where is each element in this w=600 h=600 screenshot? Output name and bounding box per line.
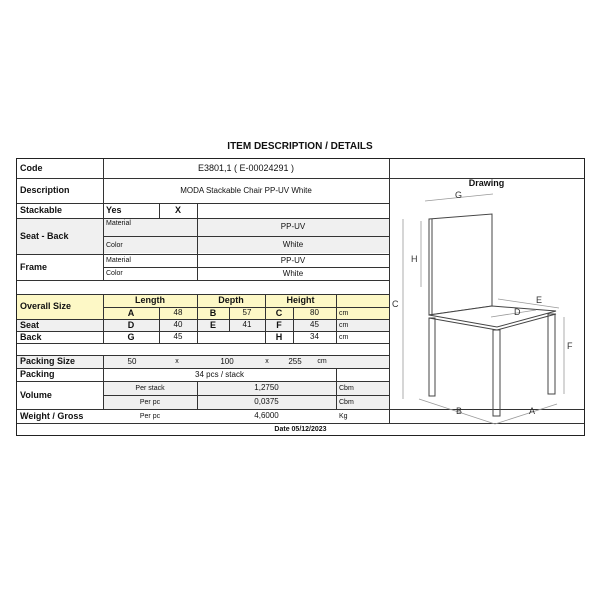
packing-size-x2: x xyxy=(265,358,269,365)
details-table xyxy=(16,158,585,436)
label-c: C xyxy=(392,299,399,309)
label-h: H xyxy=(411,254,418,264)
size-key-a: A xyxy=(127,307,135,318)
code-label: Code xyxy=(20,163,43,173)
volume-per-stack-unit: Cbm xyxy=(339,384,354,392)
label-g: G xyxy=(455,190,463,200)
date: Date 05/12/2023 xyxy=(274,425,327,433)
size-unit-1: cm xyxy=(339,321,349,329)
label-e: E xyxy=(536,295,543,305)
packing-label: Packing xyxy=(20,369,55,379)
code-value: E3801,1 ( E-00024291 ) xyxy=(197,163,295,173)
size-key-g: G xyxy=(127,331,135,342)
size-val-b: 57 xyxy=(242,308,252,317)
size-val-g: 45 xyxy=(173,332,183,341)
size-key-c: C xyxy=(275,307,283,318)
packing-size-d: 100 xyxy=(220,356,234,366)
seat-back-label: Seat - Back xyxy=(20,230,69,241)
seat-back-material: PP-UV xyxy=(280,222,306,231)
size-key-d: D xyxy=(127,319,135,330)
frame-material: PP-UV xyxy=(280,255,306,265)
size-unit-2: cm xyxy=(339,333,349,341)
packing-size-h: 255 xyxy=(288,356,302,366)
packing-size-unit: cm xyxy=(317,358,327,365)
drawing-title: Drawing xyxy=(468,177,505,188)
description-value: MODA Stackable Chair PP-UV White xyxy=(180,185,312,195)
size-val-a: 48 xyxy=(173,308,183,317)
label-f: F xyxy=(567,341,573,351)
stackable-mark: X xyxy=(174,205,181,215)
weight-unit: Kg xyxy=(339,412,348,420)
frame-color-label: Color xyxy=(106,270,123,277)
stackable-label: Stackable xyxy=(20,205,63,215)
frame-color: White xyxy=(282,268,304,278)
size-key-e: E xyxy=(209,319,216,330)
volume-per-stack: 1,2750 xyxy=(254,383,279,392)
size-key-b: B xyxy=(209,307,217,318)
packing-value: 34 pcs / stack xyxy=(195,369,244,379)
seat-back-color-label: Color xyxy=(106,241,123,249)
stackable-value: Yes xyxy=(106,205,122,215)
size-val-d: 40 xyxy=(173,320,183,329)
seat-back-material-label: Material xyxy=(106,220,131,227)
depth-header: Depth xyxy=(218,295,244,305)
frame-material-label: Material xyxy=(106,257,131,264)
seat-back-color: White xyxy=(282,240,304,249)
size-key-h: H xyxy=(275,331,283,342)
volume-per-pc-label: Per pc xyxy=(139,398,161,406)
seat-label: Seat xyxy=(20,319,40,330)
volume-per-pc-unit: Cbm xyxy=(339,398,354,406)
size-unit-0: cm xyxy=(339,309,349,317)
volume-label: Volume xyxy=(20,389,52,400)
size-val-f: 45 xyxy=(310,320,319,329)
overall-size-label: Overall Size xyxy=(20,301,72,311)
size-key-f: F xyxy=(276,319,282,330)
weight-label: Weight / Gross xyxy=(20,410,84,421)
label-b: B xyxy=(456,406,463,416)
size-val-h: 34 xyxy=(310,332,319,341)
label-d: D xyxy=(514,307,521,317)
volume-per-pc: 0,0375 xyxy=(254,397,279,406)
packing-size-x1: x xyxy=(175,358,179,365)
packing-size-label: Packing Size xyxy=(20,356,76,366)
weight-value: 4,6000 xyxy=(254,411,279,420)
label-a: A xyxy=(529,406,536,416)
volume-per-stack-label: Per stack xyxy=(135,384,165,392)
description-label: Description xyxy=(20,185,70,195)
size-val-c: 80 xyxy=(310,308,319,317)
packing-size-w: 50 xyxy=(127,356,137,366)
page-title: ITEM DESCRIPTION / DETAILS xyxy=(227,141,373,152)
back-label: Back xyxy=(20,331,42,342)
size-val-e: 41 xyxy=(242,320,252,329)
length-header: Length xyxy=(135,295,165,305)
frame-label: Frame xyxy=(20,261,48,272)
height-header: Height xyxy=(286,295,315,305)
chair-drawing-icon xyxy=(389,189,584,416)
weight-per-pc-label: Per pc xyxy=(139,412,161,420)
